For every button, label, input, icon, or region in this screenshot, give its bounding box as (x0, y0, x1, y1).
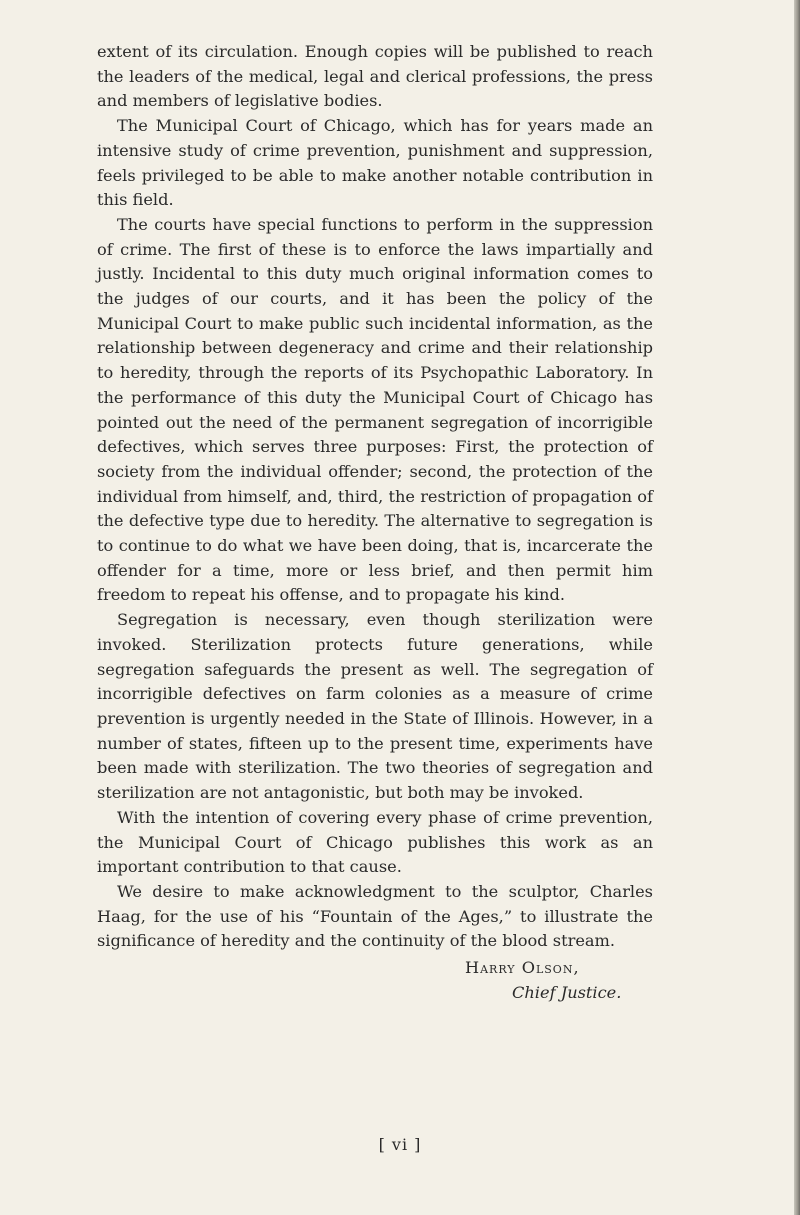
paragraph-intention: With the intention of covering every phase of crime prevention, the Municipal Court of Chicago publishes this work as an important contribution to that cause. (97, 807, 653, 877)
document-body (97, 40, 653, 1005)
page-edge-shadow (794, 0, 800, 1215)
paragraph-municipal-court: The Municipal Court of Chicago, which has for years made an intensive study of crime prevention, punishment and suppression, feels privileged to be able to make another notable contribution in this field. (97, 116, 653, 210)
paragraph-court-functions: The courts have special functions to perform in the suppression of crime. The first of these is to enforce the laws impartially and justly. Incidental to this duty much original information comes to the judges of our courts, and it has been the policy of the Municipal Court to make public such incidental information, as the relationship between degeneracy and crime and their relationship to heredity, through the reports of its Psychopathic Laboratory. In the performance of this duty the Municipal Court of Chicago has pointed out the need of the permanent segregation of incorrigible defectives, which serves three purposes: First, the protection of society from the individual offender; second, the protection of the individual from himself, and, third, the restriction of propagation of the defective type due to heredity. The alternative to segregation is to continue to do what we have been doing, that is, incarcerate the offender for a time, more or less brief, and then permit him freedom to repeat his offense, and to propagate his kind. (97, 214, 653, 605)
paragraph-segregation: Segregation is necessary, even though sterilization were invoked. Sterilization protects future generations, while segregation safeguards the present as well. The segregation of incorrigible defectives on farm colonies as a measure of crime prevention is urgently needed in the State of Illinois. However, in a number of states, fifteen up to the present time, experiments have been made with sterilization. The two theories of segregation and sterilization are not antagonistic, but both may be invoked. (97, 610, 653, 803)
signature-block (97, 955, 653, 1005)
signature-name: Harry Olson, (465, 958, 580, 978)
signature-title: Chief Justice. (512, 983, 622, 1003)
paragraph-continuation: extent of its circulation. Enough copies will be published to reach the leaders of the medical, legal and clerical professions, the press and members of legislative bodies. (97, 42, 653, 111)
paragraph-acknowledgment: We desire to make acknowledgment to the sculptor, Charles Haag, for the use of his “Fountain of the Ages,” to illustrate the significance of heredity and the continuity of the blood stream. (97, 881, 653, 951)
page-number: [ vi ] (378, 1135, 422, 1154)
